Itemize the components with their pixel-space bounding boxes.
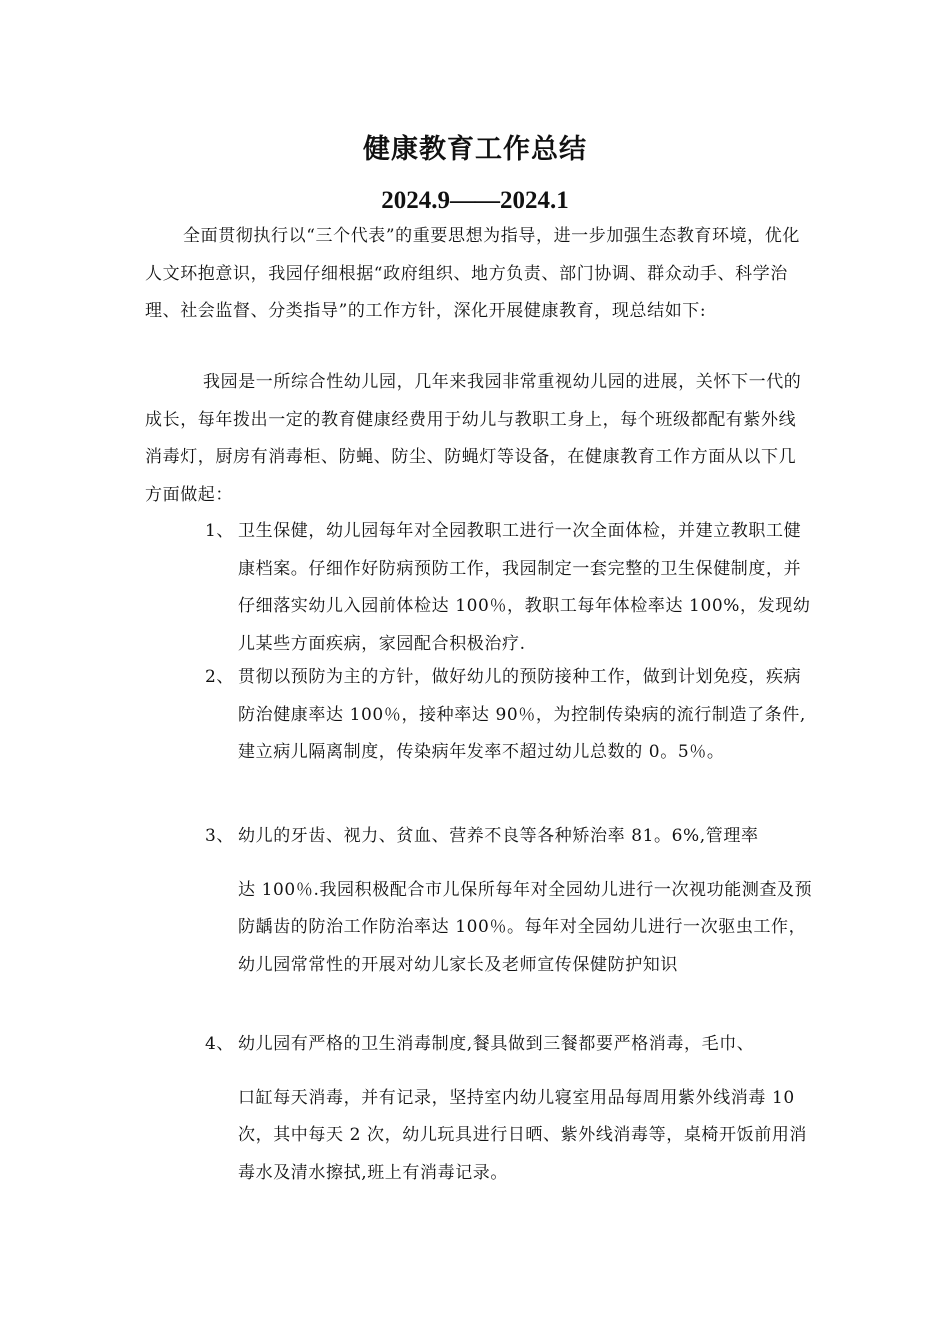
list-item-continuation: 口缸每天消毒，并有记录，坚持室内幼儿寝室用品每周用紫外线消毒 10 次，其中每天 2 次，幼儿玩具进行日晒、紫外线消毒等，桌椅开饭前用消毒水及清水擦拭,班上有消毒记录。 [238,1087,808,1183]
list-item-number: 3、 [205,826,235,846]
document-subtitle: 2024.9——2024.1 [381,187,569,214]
list-item-number: 2、 [205,667,235,687]
list-item-text [238,818,813,984]
list-item-number: 1、 [205,521,235,541]
list-item-first-line: 幼儿的牙齿、视力、贫血、营养不良等各种矫治率 81。6%,管理率 [238,826,759,846]
list-item-continuation: 达 100％.我园积极配合市儿保所每年对全园幼儿进行一次视功能测查及预防龋齿的防治工作防治率达 100％。每年对全园幼儿进行一次驱虫工作，幼儿园常常性的开展对幼儿家长及老师宣传保健防护知识 [238,879,813,975]
intro-paragraph: 全面贯彻执行以“三个代表”的重要思想为指导，进一步加强生态教育环境，优化人文环抱意识，我园仔细根据“政府组织、地方负责、部门协调、群众动手、科学治理、社会监督、分类指导”的工作方针，深化开展健康教育，现总结如下: [145,226,800,321]
list-item-first-line: 幼儿园有严格的卫生消毒制度,餐具做到三餐都要严格消毒，毛巾、 [238,1034,755,1054]
document-title: 健康教育工作总结 [363,134,587,165]
list-item-number: 4、 [205,1034,235,1054]
background-paragraph: 我园是一所综合性幼儿园，几年来我园非常重视幼儿园的进展，关怀下一代的成长，每年拨出一定的教育健康经费用于幼儿与教职工身上，每个班级都配有紫外线消毒灯，厨房有消毒柜、防蝇、防尘、防蝇灯等设备，在健康教育工作方面从以下几方面做起： [145,372,802,505]
list-item-text: 卫生保健，幼儿园每年对全园教职工进行一次全面体检，并建立教职工健康档案。仔细作好防病预防工作，我园制定一套完整的卫生保健制度，并仔细落实幼儿入园前体检达 100％，教职工每年体检率达 100%，发现幼儿某些方面疾病，家园配合积极治疗. [238,521,811,654]
list-item-text [238,1026,813,1192]
list-item-text: 贯彻以预防为主的方针，做好幼儿的预防接种工作，做到计划免疫，疾病防治健康率达 100％，接种率达 90％，为控制传染病的流行制造了条件,建立病儿隔离制度，传染病年发率不超过幼儿总数的 0。5％。 [238,667,806,762]
